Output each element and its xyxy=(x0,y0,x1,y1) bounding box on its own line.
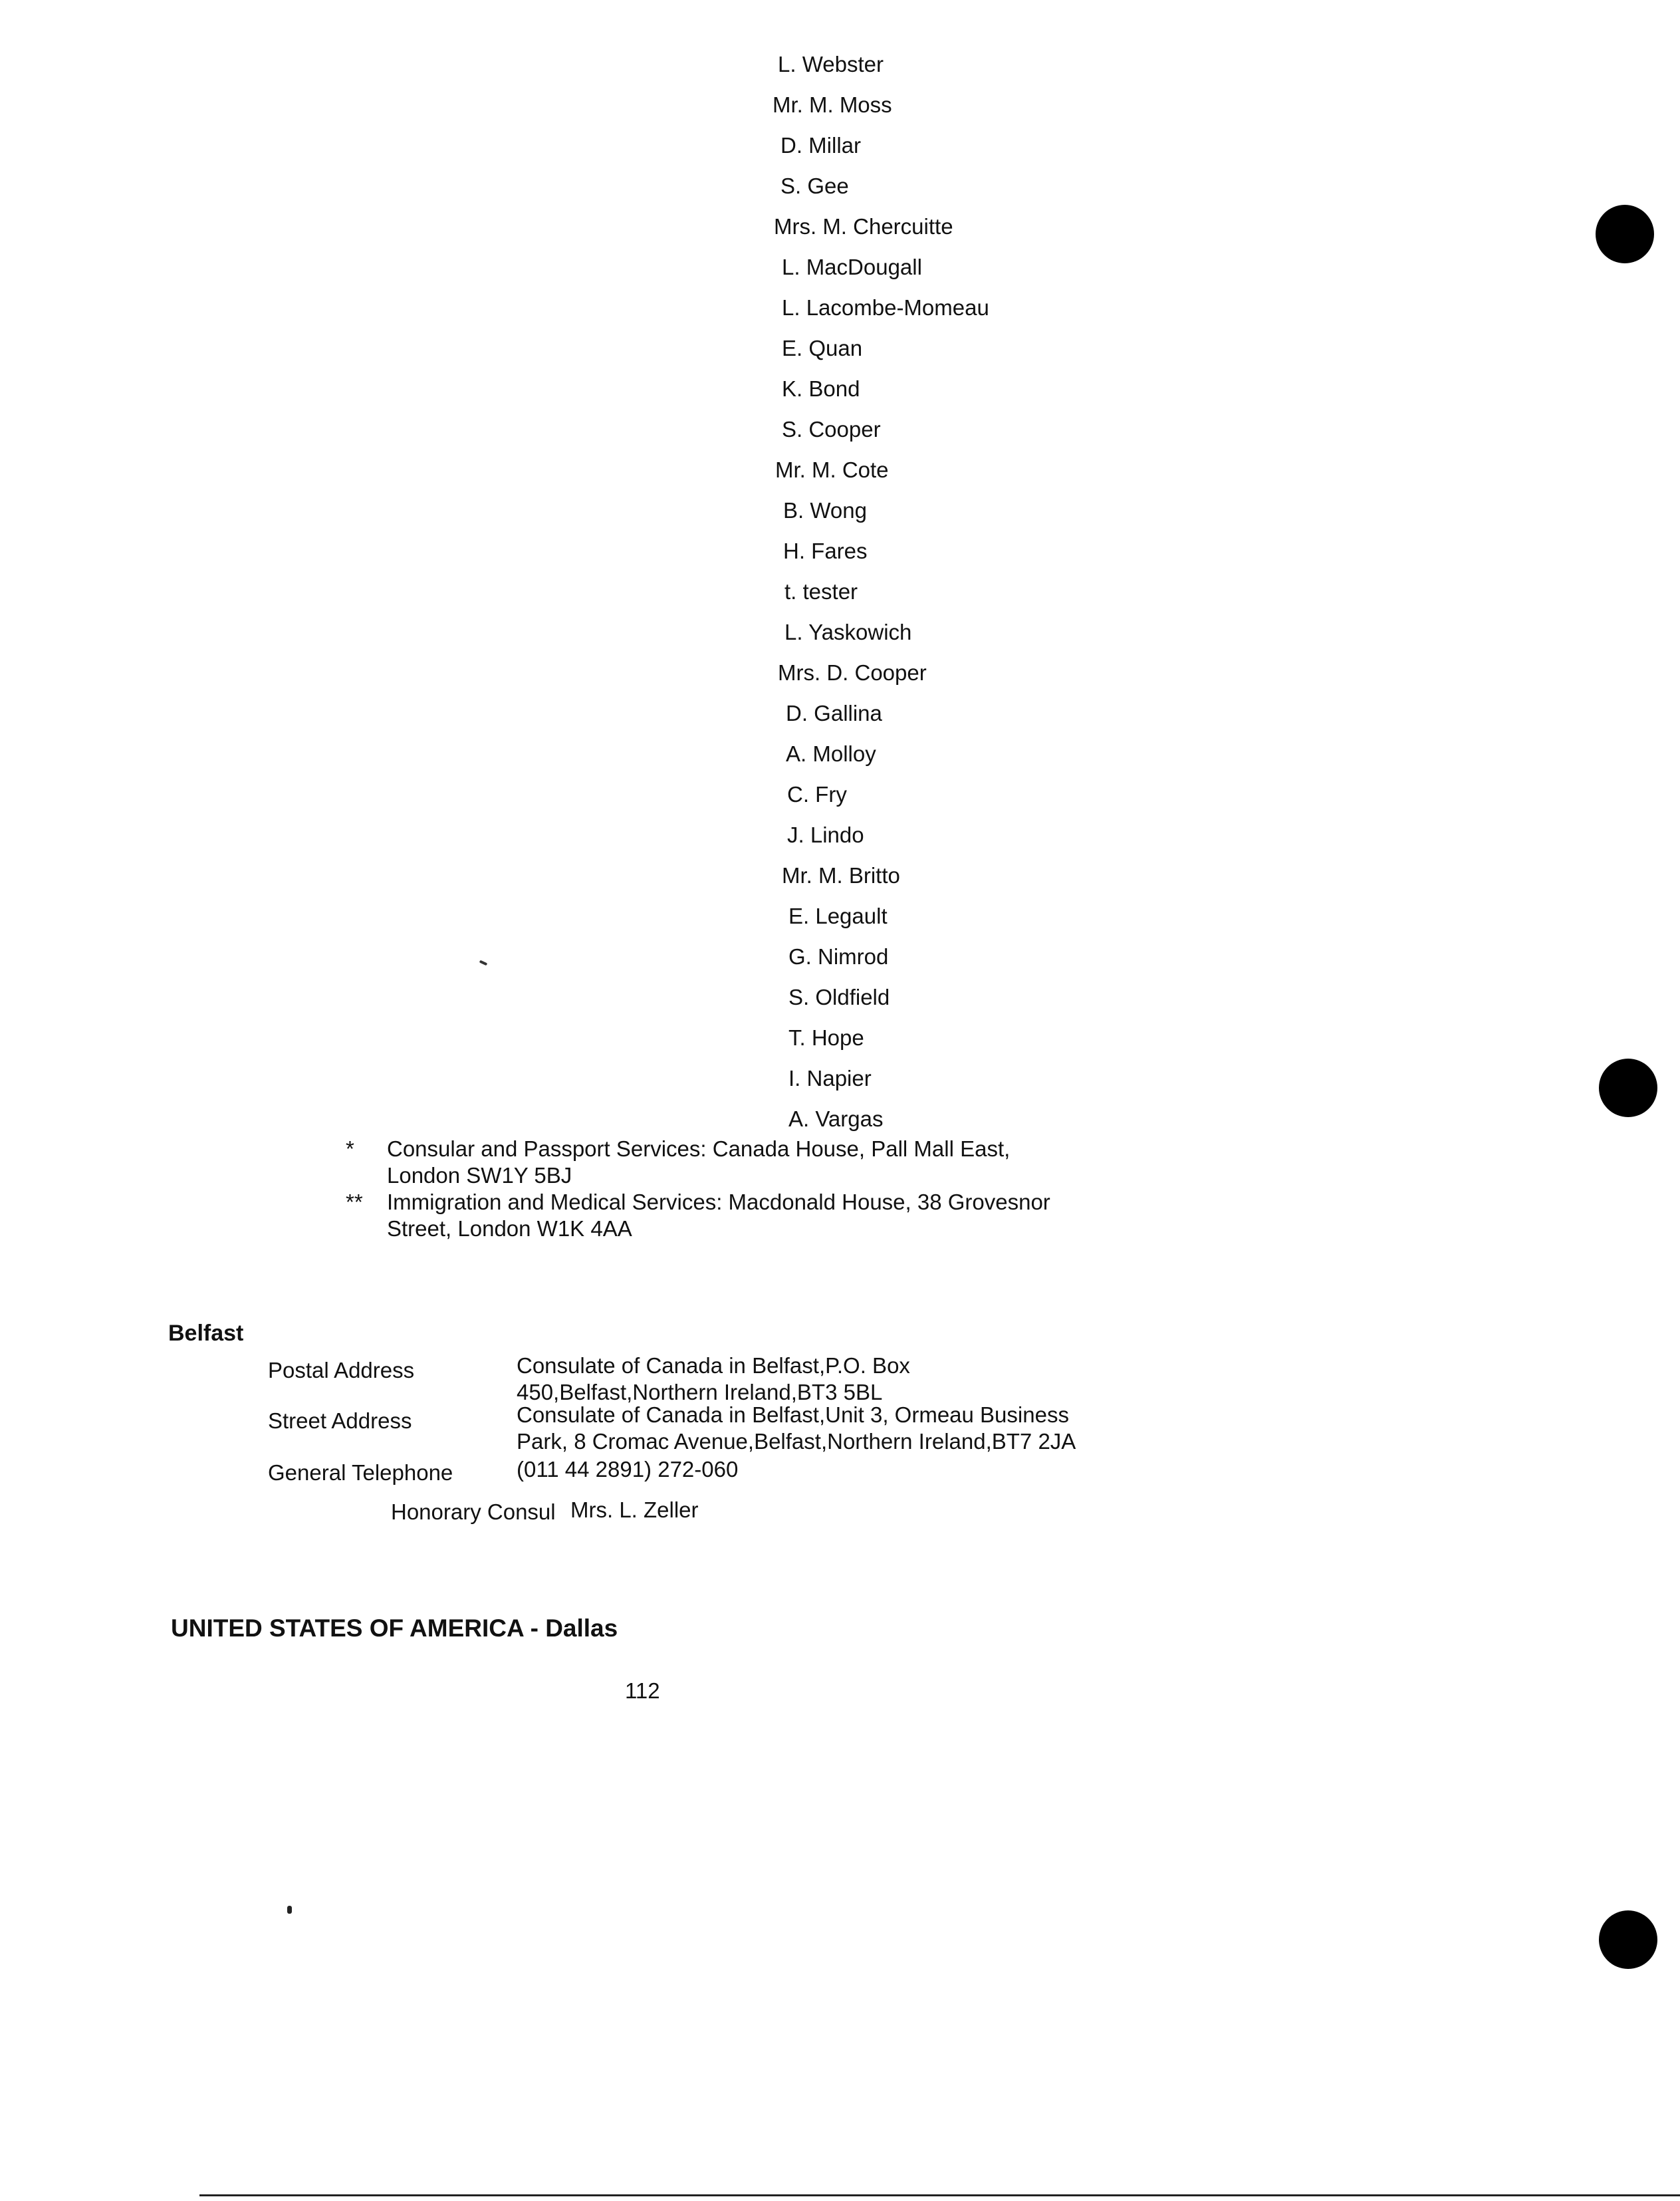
page-number: 112 xyxy=(625,1678,660,1703)
staff-name: D. Millar xyxy=(780,133,861,158)
footnote-mark: ** xyxy=(346,1190,363,1214)
general-telephone-label: General Telephone xyxy=(268,1460,453,1485)
staff-name: L. Lacombe-Momeau xyxy=(782,295,989,320)
staff-name: C. Fry xyxy=(787,782,847,807)
staff-name: K. Bond xyxy=(782,376,860,401)
staff-name: L. Yaskowich xyxy=(784,620,912,644)
footnote-text: Consular and Passport Services: Canada House, Pall Mall East, London SW1Y 5BJ xyxy=(387,1136,1011,1188)
street-address-value: Consulate of Canada in Belfast,Unit 3, Ormeau Business Park, 8 Cromac Avenue,Belfast,Northern Ireland,BT7 2JA xyxy=(517,1402,1076,1454)
staff-name: L. MacDougall xyxy=(782,255,922,279)
scan-speck xyxy=(287,1906,292,1914)
honorary-consul-value: Mrs. L. Zeller xyxy=(570,1497,699,1522)
staff-name: S. Oldfield xyxy=(788,985,890,1009)
staff-name: t. tester xyxy=(784,579,858,604)
page-bottom-edge xyxy=(199,2194,1680,2196)
staff-name: L. Webster xyxy=(778,52,884,76)
honorary-consul-label: Honorary Consul xyxy=(391,1499,556,1524)
staff-name-list xyxy=(718,44,1117,1139)
staff-name: A. Molloy xyxy=(786,741,876,766)
street-address-label: Street Address xyxy=(268,1408,412,1433)
footnote-mark: * xyxy=(346,1136,354,1161)
staff-name: A. Vargas xyxy=(788,1106,884,1131)
postal-address-value: Consulate of Canada in Belfast,P.O. Box 450,Belfast,Northern Ireland,BT3 5BL xyxy=(517,1353,910,1404)
staff-name: S. Cooper xyxy=(782,417,881,442)
staff-name: Mrs. M. Chercuitte xyxy=(774,214,953,239)
punch-hole-top xyxy=(1596,205,1654,263)
general-telephone-value: (011 44 2891) 272-060 xyxy=(517,1457,739,1482)
staff-name: Mr. M. Cote xyxy=(775,457,889,482)
postal-address-label: Postal Address xyxy=(268,1358,415,1382)
staff-name: T. Hope xyxy=(788,1025,864,1050)
section-title-united-states-dallas: UNITED STATES OF AMERICA - Dallas xyxy=(171,1615,618,1642)
staff-name: E. Legault xyxy=(788,904,888,928)
punch-hole-middle xyxy=(1599,1059,1657,1117)
staff-name: H. Fares xyxy=(783,539,868,563)
punch-hole-bottom xyxy=(1599,1910,1657,1969)
staff-name: Mr. M. Britto xyxy=(782,863,900,888)
section-title-belfast: Belfast xyxy=(168,1321,244,1346)
staff-name: B. Wong xyxy=(783,498,867,523)
staff-name: E. Quan xyxy=(782,336,863,360)
scan-speck xyxy=(479,960,488,966)
staff-name: Mrs. D. Cooper xyxy=(778,660,927,685)
staff-name: D. Gallina xyxy=(786,701,882,725)
staff-name: G. Nimrod xyxy=(788,944,889,969)
staff-name: Mr. M. Moss xyxy=(773,92,892,117)
staff-name: J. Lindo xyxy=(787,823,864,847)
footnote-text: Immigration and Medical Services: Macdonald House, 38 Grovesnor Street, London W1K 4AA xyxy=(387,1190,1050,1241)
staff-name: I. Napier xyxy=(788,1066,872,1091)
staff-name: S. Gee xyxy=(780,174,849,198)
